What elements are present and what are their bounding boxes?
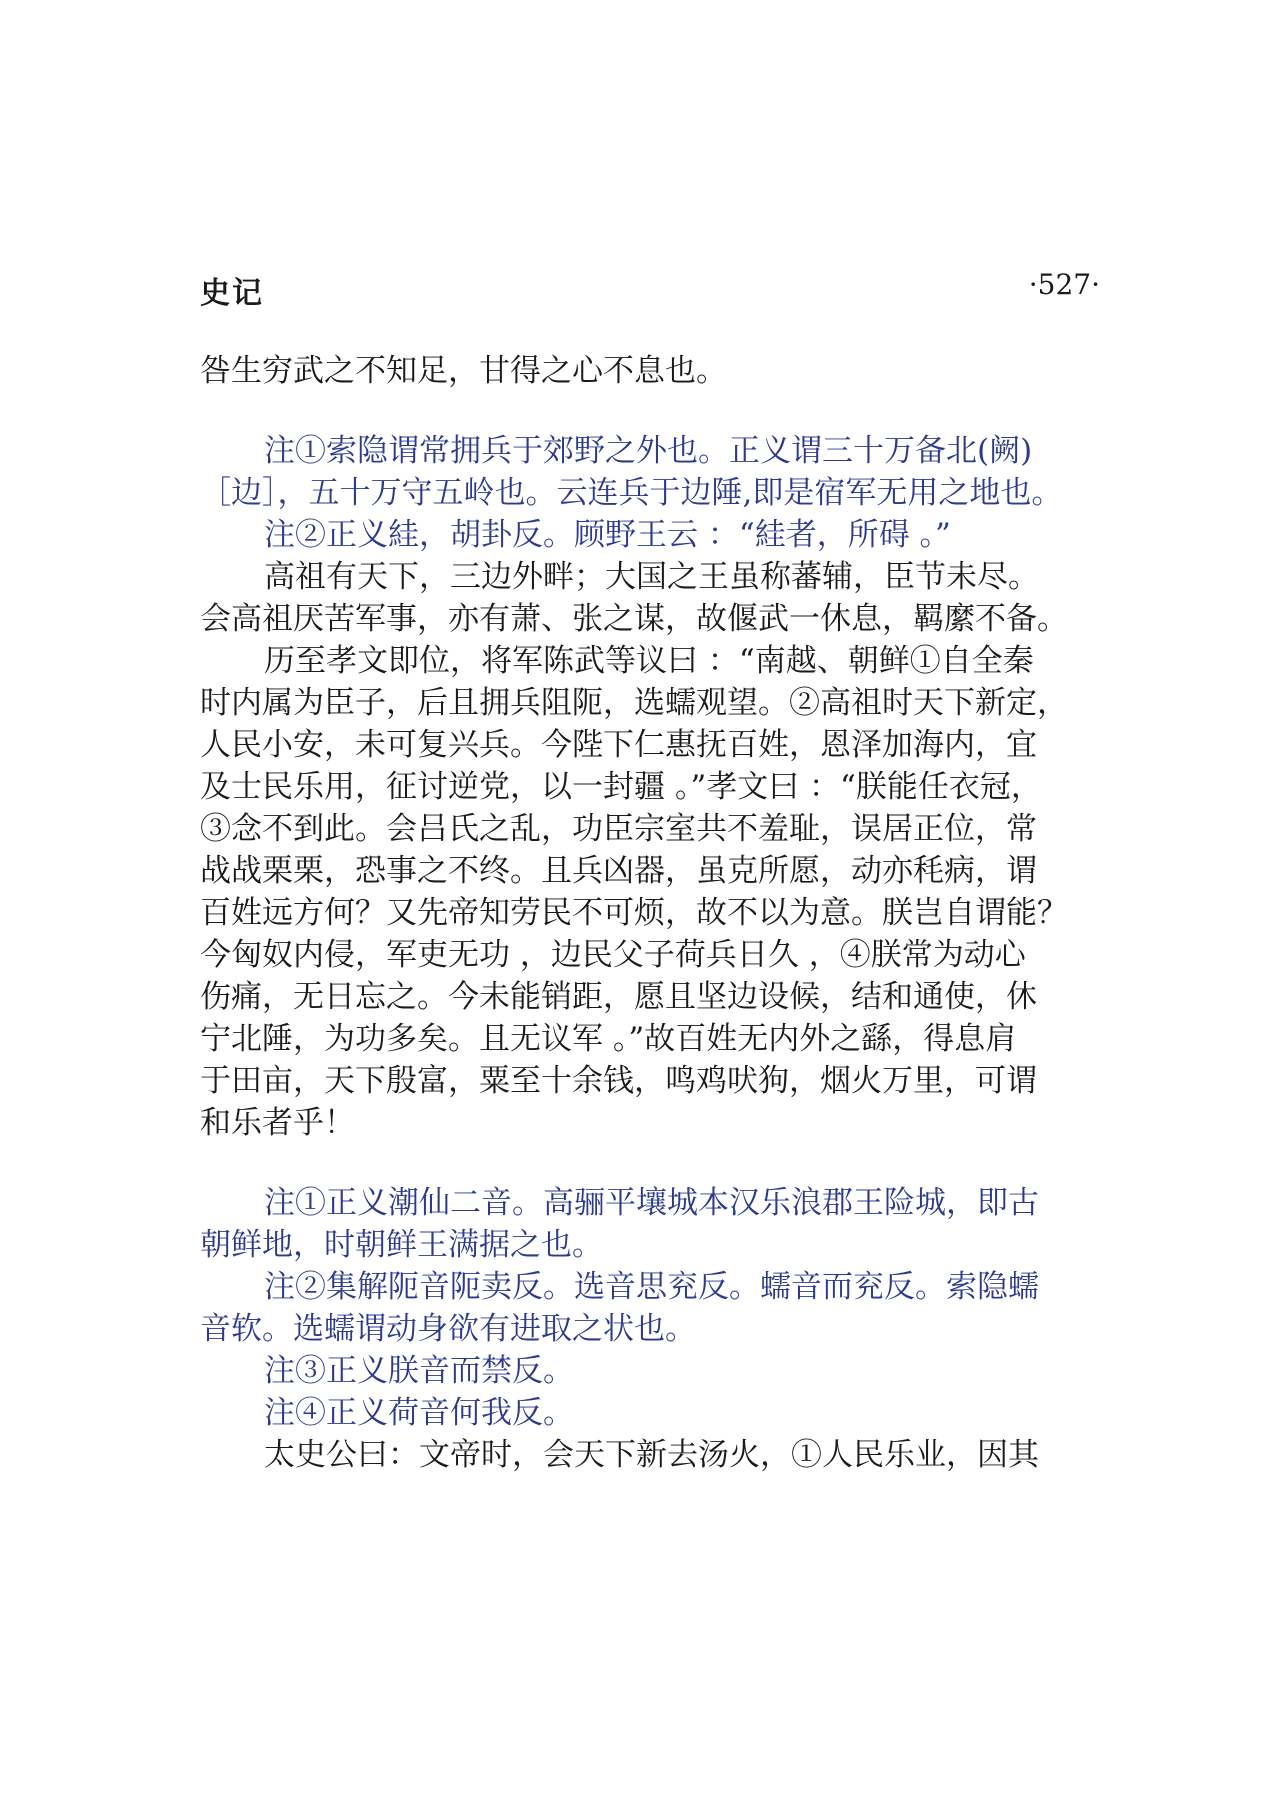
page-body (200, 350, 1100, 1476)
text-line: 咎生穷武之不知足，甘得之心不息也。 (200, 353, 727, 389)
annotation-line: 注②正义絓，胡卦反。顾野王云 ：“絓者，所碍 。” (264, 517, 951, 553)
text-line: 百姓远方何？又先帝知劳民不可烦，故不以为意。朕岂自谓能？ (200, 895, 1068, 931)
text-line: 历至孝文即位，将军陈武等议曰 ：“南越、朝鲜①自全秦 (264, 643, 1034, 679)
text-line: 及士民乐用，征讨逆党，以一封疆 。”孝文曰 ：“朕能任衣冠， (200, 769, 1042, 805)
text-line: 太史公曰：文帝时，会天下新去汤火，①人民乐业，因其 (264, 1437, 1039, 1473)
paragraph-gap (200, 392, 1100, 430)
annotation-line: 朝鲜地，时朝鲜王满据之也。 (200, 1227, 603, 1263)
annotation-line: 音软。选蠕谓动身欲有进取之状也。 (200, 1311, 696, 1347)
text-line: 于田亩，天下殷富，粟至十余钱，鸣鸡吠狗，烟火万里，可谓 (200, 1063, 1037, 1099)
text-line: 战战栗栗，恐事之不终。且兵凶器，虽克所愿，动亦秏病，谓 (200, 853, 1037, 889)
text-line: 会高祖厌苦军事，亦有萧、张之谋，故偃武一休息，羁縻不备。 (200, 601, 1068, 637)
text-line: 和乐者乎！ (200, 1105, 355, 1141)
page-number: ·527· (1028, 268, 1100, 301)
text-line: 时内属为臣子，后且拥兵阻阨，选蠕观望。②高祖时天下新定， (200, 685, 1068, 721)
annotation-line: 注①正义潮仙二音。高骊平壤城本汉乐浪郡王险城，即古 (264, 1185, 1039, 1221)
text-line: ③念不到此。会吕氏之乱，功臣宗室共不羞耻，误居正位，常 (200, 811, 1037, 847)
annotation-line: 注④正义荷音何我反。 (264, 1395, 574, 1431)
text-line: 人民小安，未可复兴兵。今陛下仁惠抚百姓，恩泽加海内，宜 (200, 727, 1037, 763)
annotation-line: 注①索隐谓常拥兵于郊野之外也。正义谓三十万备北(阙) (264, 433, 1033, 469)
text-line: 高祖有天下，三边外畔；大国之王虽称蕃辅，臣节未尽。 (264, 559, 1039, 595)
page-header (200, 268, 1100, 311)
text-line: 今匈奴内侵，军吏无功 ，边民父子荷兵日久 ，④朕常为动心 (200, 937, 1026, 973)
text-line: 伤痛，无日忘之。今未能销距，愿且坚边设候，结和通使，休 (200, 979, 1037, 1015)
book-title: 史记 (200, 276, 264, 311)
paragraph-gap (200, 1144, 1100, 1182)
annotation-line: 注③正义朕音而禁反。 (264, 1353, 574, 1389)
annotation-line: ［边］，五十万守五岭也。云连兵于边陲,即是宿军无用之地也。 (200, 475, 1063, 511)
text-line: 宁北陲，为功多矣。且无议军 。”故百姓无内外之繇，得息肩 (200, 1021, 1017, 1057)
annotation-line: 注②集解阨音阨卖反。选音思兖反。蠕音而兖反。索隐蠕 (264, 1269, 1039, 1305)
